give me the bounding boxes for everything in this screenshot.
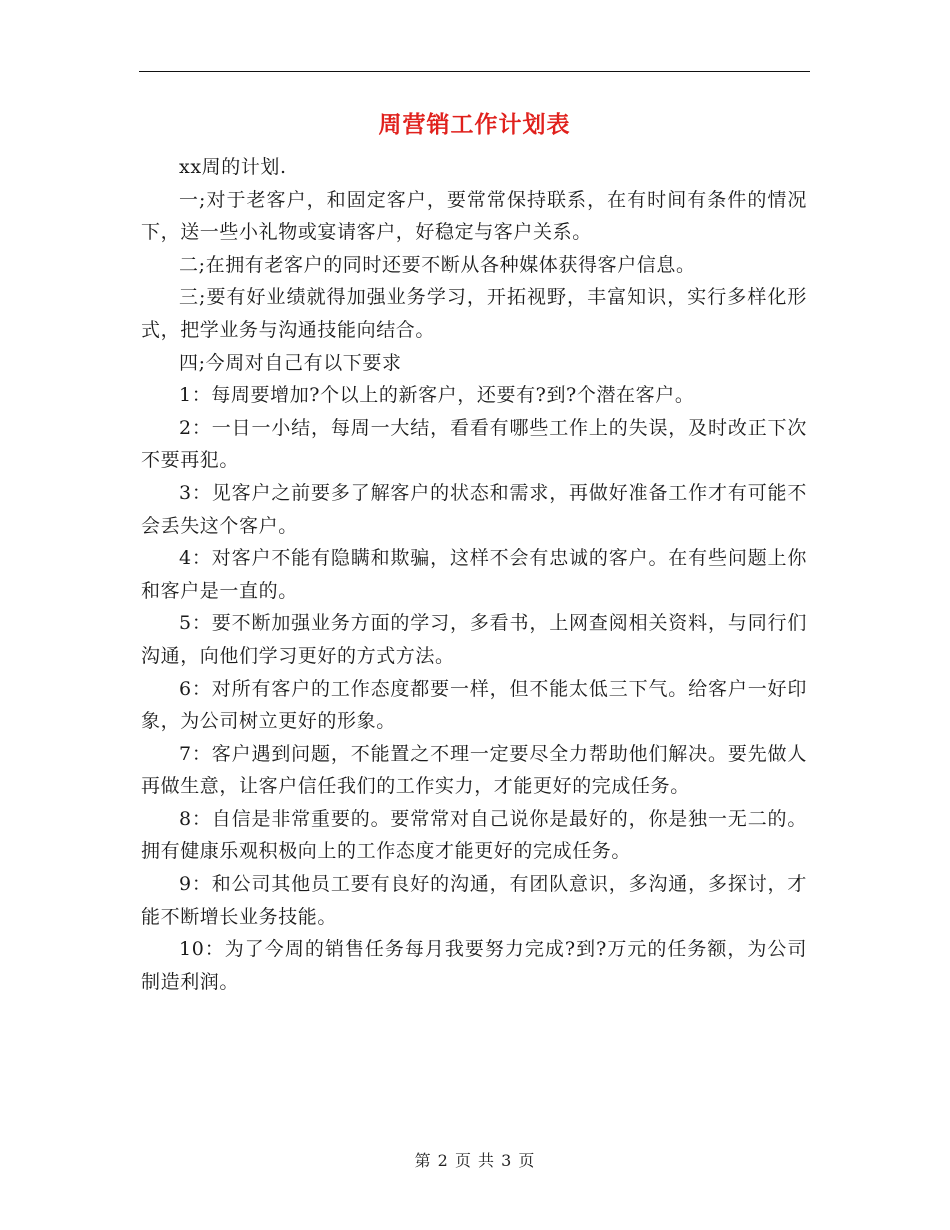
requirement-10: 10：为了今周的销售任务每月我要努力完成?到?万元的任务额，为公司制造利润。	[141, 938, 807, 993]
page-number: 第 2 页 共 3 页	[414, 1151, 536, 1170]
document-body	[141, 151, 807, 998]
requirement-8: 8：自信是非常重要的。要常常对自己说你是最好的，你是独一无二的。拥有健康乐观积极向上的工作态度才能更好的完成任务。	[141, 807, 807, 863]
paragraph-item-3: 三;要有好业绩就得加强业务学习，开拓视野，丰富知识，实行多样化形式，把学业务与沟通技能向结合。	[141, 286, 807, 341]
requirement-9: 9：和公司其他员工要有良好的沟通，有团队意识，多沟通，多探讨，才能不断增长业务技能。	[141, 873, 807, 928]
requirement-1: 1：每周要增加?个以上的新客户，还要有?到?个潜在客户。	[179, 384, 695, 407]
paragraph-item-4: 四;今周对自己有以下要求	[179, 351, 402, 374]
requirement-4: 4：对客户不能有隐瞒和欺骗，这样不会有忠诚的客户。在有些问题上你和客户是一直的。	[141, 547, 807, 602]
requirement-5: 5：要不断加强业务方面的学习，多看书，上网查阅相关资料，与同行们沟通，向他们学习更好的方式方法。	[141, 612, 807, 667]
paragraph-intro: xx周的计划.	[179, 156, 287, 178]
paragraph-item-2: 二;在拥有老客户的同时还要不断从各种媒体获得客户信息。	[179, 253, 696, 276]
requirement-3: 3：见客户之前要多了解客户的状态和需求，再做好准备工作才有可能不会丢失这个客户。	[141, 481, 807, 537]
header-rule	[139, 71, 810, 72]
requirement-2: 2：一日一小结，每周一大结，看看有哪些工作上的失误，及时改正下次不要再犯。	[141, 416, 807, 472]
requirement-6: 6：对所有客户的工作态度都要一样，但不能太低三下气。给客户一好印象，为公司树立更好的形象。	[141, 677, 807, 733]
paragraph-item-1: 一;对于老客户，和固定客户，要常常保持联系，在有时间有条件的情况下，送一些小礼物或宴请客户，好稳定与客户关系。	[141, 188, 807, 244]
requirement-7: 7：客户遇到问题，不能置之不理一定要尽全力帮助他们解决。要先做人再做生意，让客户信任我们的工作实力，才能更好的完成任务。	[141, 742, 807, 798]
document-title: 周营销工作计划表	[378, 112, 571, 138]
